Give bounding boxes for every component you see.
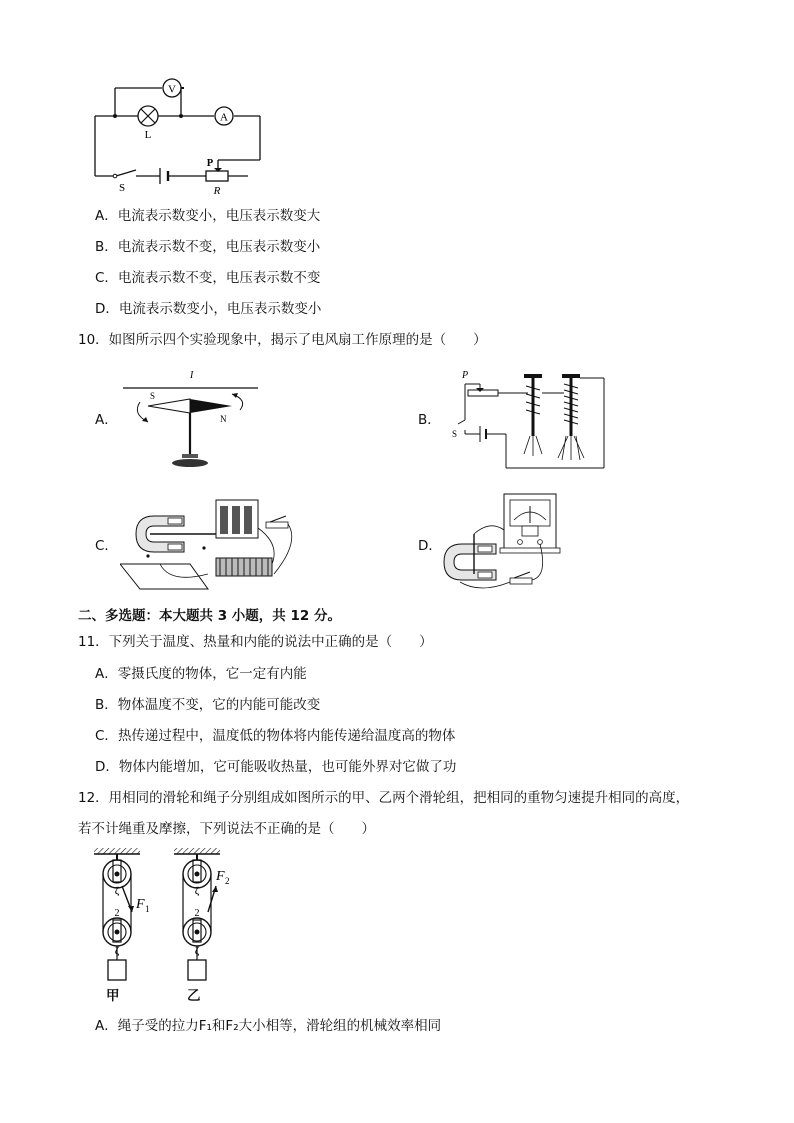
q9-option-a: A．电流表示数变小，电压表示数变大	[95, 208, 321, 224]
svg-text:S: S	[118, 182, 126, 194]
svg-text:ζ: ζ	[114, 945, 120, 957]
q12-label-yi: 乙	[187, 988, 201, 1004]
q10-fig-a-oersted	[118, 366, 263, 472]
q12-pulley-systems	[88, 846, 248, 1006]
svg-text:S: S	[150, 391, 156, 401]
q12-stem-line-2: 若不计绳重及摩擦，下列说法不正确的是（ ）	[78, 821, 375, 837]
svg-text:L: L	[144, 129, 152, 141]
svg-text:F: F	[216, 869, 225, 884]
svg-text:N: N	[220, 414, 227, 424]
svg-text:S: S	[452, 429, 458, 439]
svg-text:ζ: ζ	[194, 945, 200, 957]
q10-stem: 10．如图所示四个实验现象中，揭示了电风扇工作原理的是（ ）	[78, 332, 487, 348]
q11-option-c: C．热传递过程中，温度低的物体将内能传递给温度高的物体	[95, 728, 456, 744]
voltmeter-label: V	[168, 83, 176, 96]
q9-option-b: B．电流表示数不变，电压表示数变小	[95, 239, 321, 255]
svg-text:1: 1	[145, 904, 150, 914]
svg-text:P: P	[206, 158, 214, 169]
q10-fig-d-galvanometer-setup	[440, 490, 570, 595]
q10-fig-c-generator-setup	[120, 494, 305, 594]
q10-fig-b-electromagnets	[440, 364, 610, 472]
svg-text:ζ: ζ	[114, 885, 120, 897]
svg-text:2: 2	[194, 908, 200, 919]
svg-text:P: P	[462, 370, 469, 381]
q10-fig-b-option: B．	[418, 412, 441, 428]
q11-option-a: A．零摄氏度的物体，它一定有内能	[95, 666, 307, 682]
svg-text:ζ: ζ	[194, 885, 200, 897]
section-2-heading: 二、多选题：本大题共 3 小题，共 12 分。	[78, 608, 341, 624]
svg-text:R: R	[213, 185, 221, 197]
q9-circuit-diagram	[88, 72, 278, 200]
svg-text:2: 2	[225, 876, 230, 886]
q11-option-b: B．物体温度不变，它的内能可能改变	[95, 697, 321, 713]
q12-option-a: A．绳子受的拉力F₁和F₂大小相等，滑轮组的机械效率相同	[95, 1018, 442, 1034]
q10-fig-a-option: A．	[95, 412, 118, 428]
q11-option-d: D．物体内能增加，它可能吸收热量，也可能外界对它做了功	[95, 759, 457, 775]
q10-fig-d-option: D．	[418, 538, 442, 554]
q12-label-jia: 甲	[106, 988, 120, 1004]
svg-text:A: A	[220, 111, 228, 124]
q9-option-d: D．电流表示数变小，电压表示数变小	[95, 301, 322, 317]
svg-text:I: I	[190, 370, 194, 381]
svg-text:F: F	[136, 897, 145, 912]
svg-text:2: 2	[114, 908, 120, 919]
q11-stem: 11．下列关于温度、热量和内能的说法中正确的是（ ）	[78, 634, 433, 650]
q10-fig-c-option: C．	[95, 538, 118, 554]
q12-stem-line-1: 12．用相同的滑轮和绳子分别组成如图所示的甲、乙两个滑轮组，把相同的重物匀速提升相同的高度，	[78, 790, 690, 806]
q9-option-c: C．电流表示数不变，电压表示数不变	[95, 270, 321, 286]
